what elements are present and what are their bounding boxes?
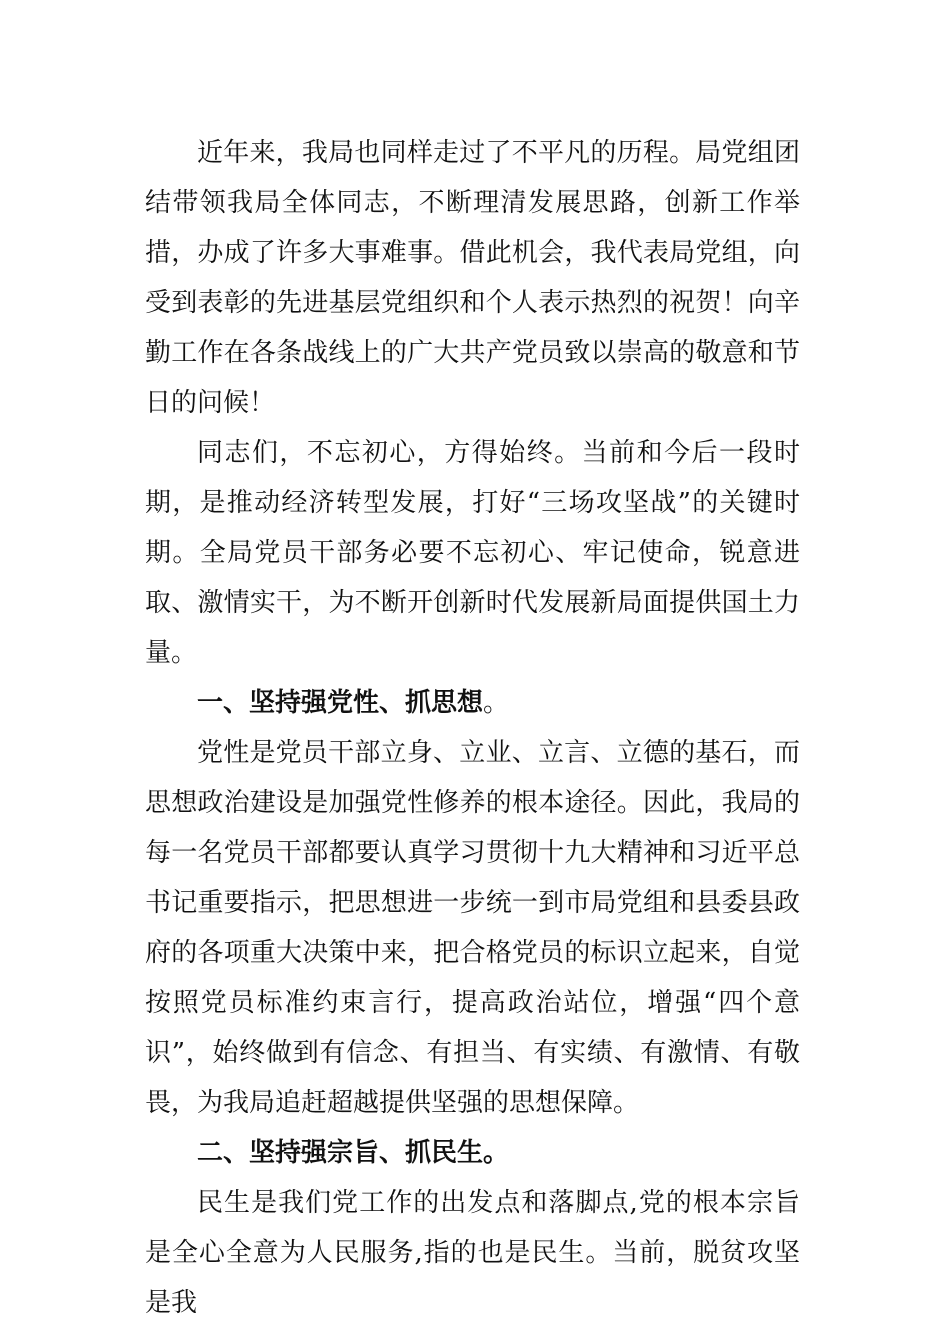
paragraph-comrades: 同志们，不忘初心，方得始终。当前和今后一段时期，是推动经济转型发展，打好“三场攻坚战”的关键时期。全局党员干部务必要不忘初心、牢记使命，锐意进取、激情实干，为不断开创新时代发展新局面提供国土力量。	[145, 438, 800, 668]
document-body	[145, 128, 800, 1328]
paragraph-intro: 近年来，我局也同样走过了不平凡的历程。局党组团结带领我局全体同志，不断理清发展思路，创新工作举措，办成了许多大事难事。借此机会，我代表局党组，向受到表彰的先进基层党组织和个人表示热烈的祝贺！向辛勤工作在各条战线上的广大共产党员致以崇高的敬意和节日的问候！	[145, 138, 800, 418]
section-heading-1-text: 一、坚持强党性、抓思想	[197, 688, 484, 718]
section-heading-1	[145, 678, 800, 728]
section-body-1: 党性是党员干部立身、立业、立言、立德的基石，而思想政治建设是加强党性修养的根本途径。因此，我局的每一名党员干部都要认真学习贯彻十九大精神和习近平总书记重要指示，把思想进一步统一到市局党组和县委县政府的各项重大决策中来，把合格党员的标识立起来，自觉按照党员标准约束言行，提高政治站位，增强“四个意识”，始终做到有信念、有担当、有实绩、有激情、有敬畏，为我局追赶超越提供坚强的思想保障。	[145, 738, 800, 1118]
section-body-2: 民生是我们党工作的出发点和落脚点,党的根本宗旨是全心全意为人民服务,指的也是民生。当前，脱贫攻坚是我	[145, 1188, 800, 1318]
section-heading-1-tail: 。	[483, 688, 510, 718]
section-heading-2: 二、坚持强宗旨、抓民生。	[197, 1138, 510, 1168]
